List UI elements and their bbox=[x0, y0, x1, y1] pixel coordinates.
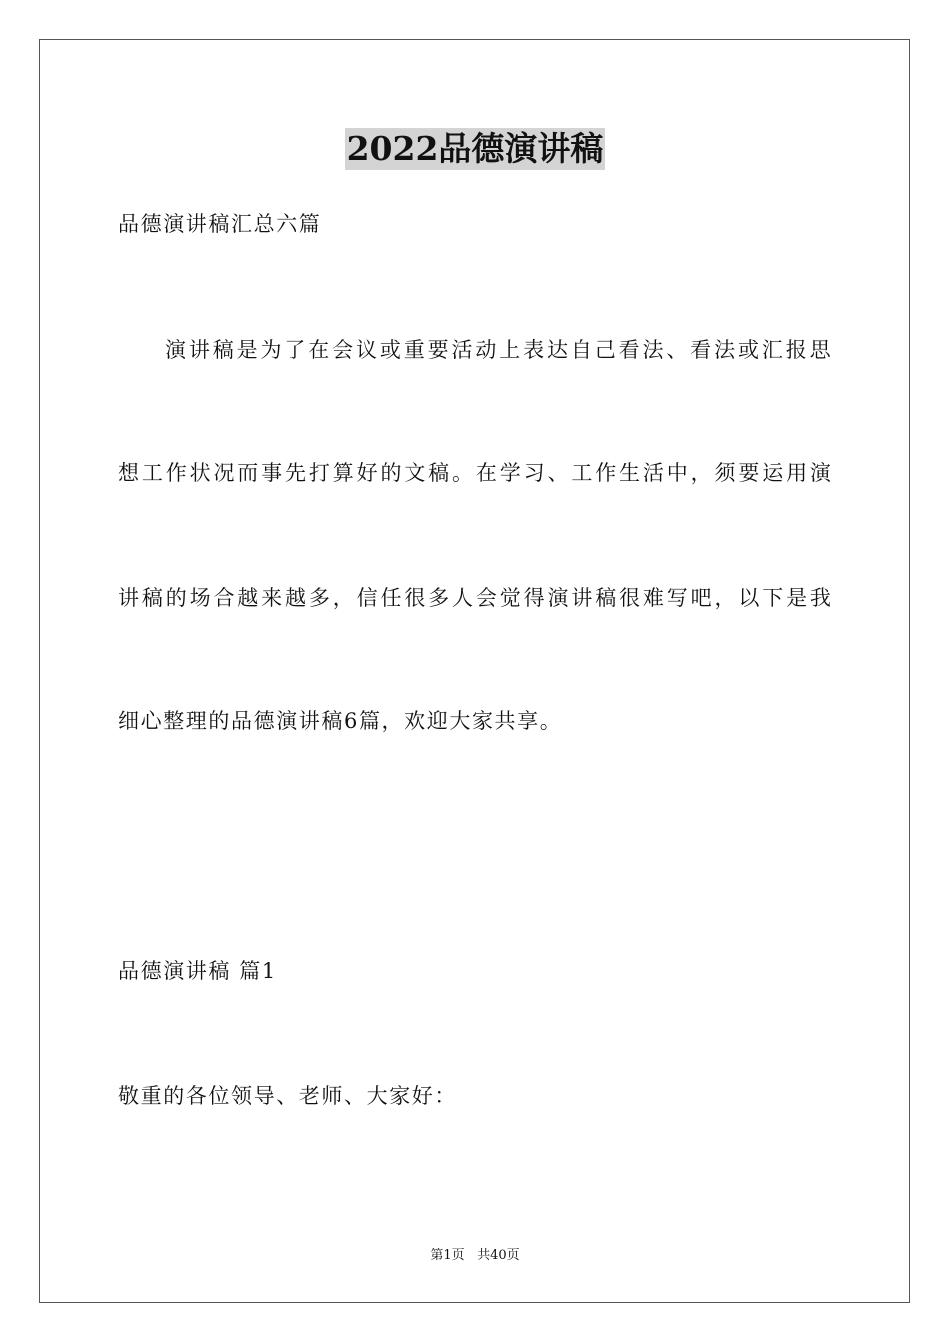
intro-line-3: 讲 稿 的 场 合 越 来 越 多 ， 信 任 很 多 人 会 觉 得 演 讲 稿 很 难 写 吧 ， 以 下 是 我 bbox=[118, 586, 831, 610]
document-subtitle: 品德演讲稿汇总六篇 bbox=[118, 212, 322, 236]
page-number: 第1页 bbox=[430, 1248, 465, 1263]
page-footer bbox=[0, 1247, 950, 1265]
intro-line-2: 想 工 作 状 况 而 事 先 打 算 好 的 文 稿 。 在 学 习 、 工 作 生 活 中 ， 须 要 运 用 演 bbox=[118, 461, 831, 485]
intro-line-4: 细心整理的品德演讲稿6篇，欢迎大家共享。 bbox=[118, 709, 563, 733]
intro-line-1: 演 讲 稿 是 为 了 在 会 议 或 重 要 活 动 上 表 达 自 己 看 法 、 看 法 或 汇 报 思 bbox=[165, 338, 831, 362]
page-total: 共40页 bbox=[477, 1248, 520, 1263]
document-title: 2022品德演讲稿 bbox=[346, 129, 604, 168]
greeting-line: 敬重的各位领导、老师、大家好： bbox=[118, 1084, 457, 1108]
title-container bbox=[0, 128, 950, 170]
section-heading: 品德演讲稿 篇1 bbox=[118, 959, 277, 983]
